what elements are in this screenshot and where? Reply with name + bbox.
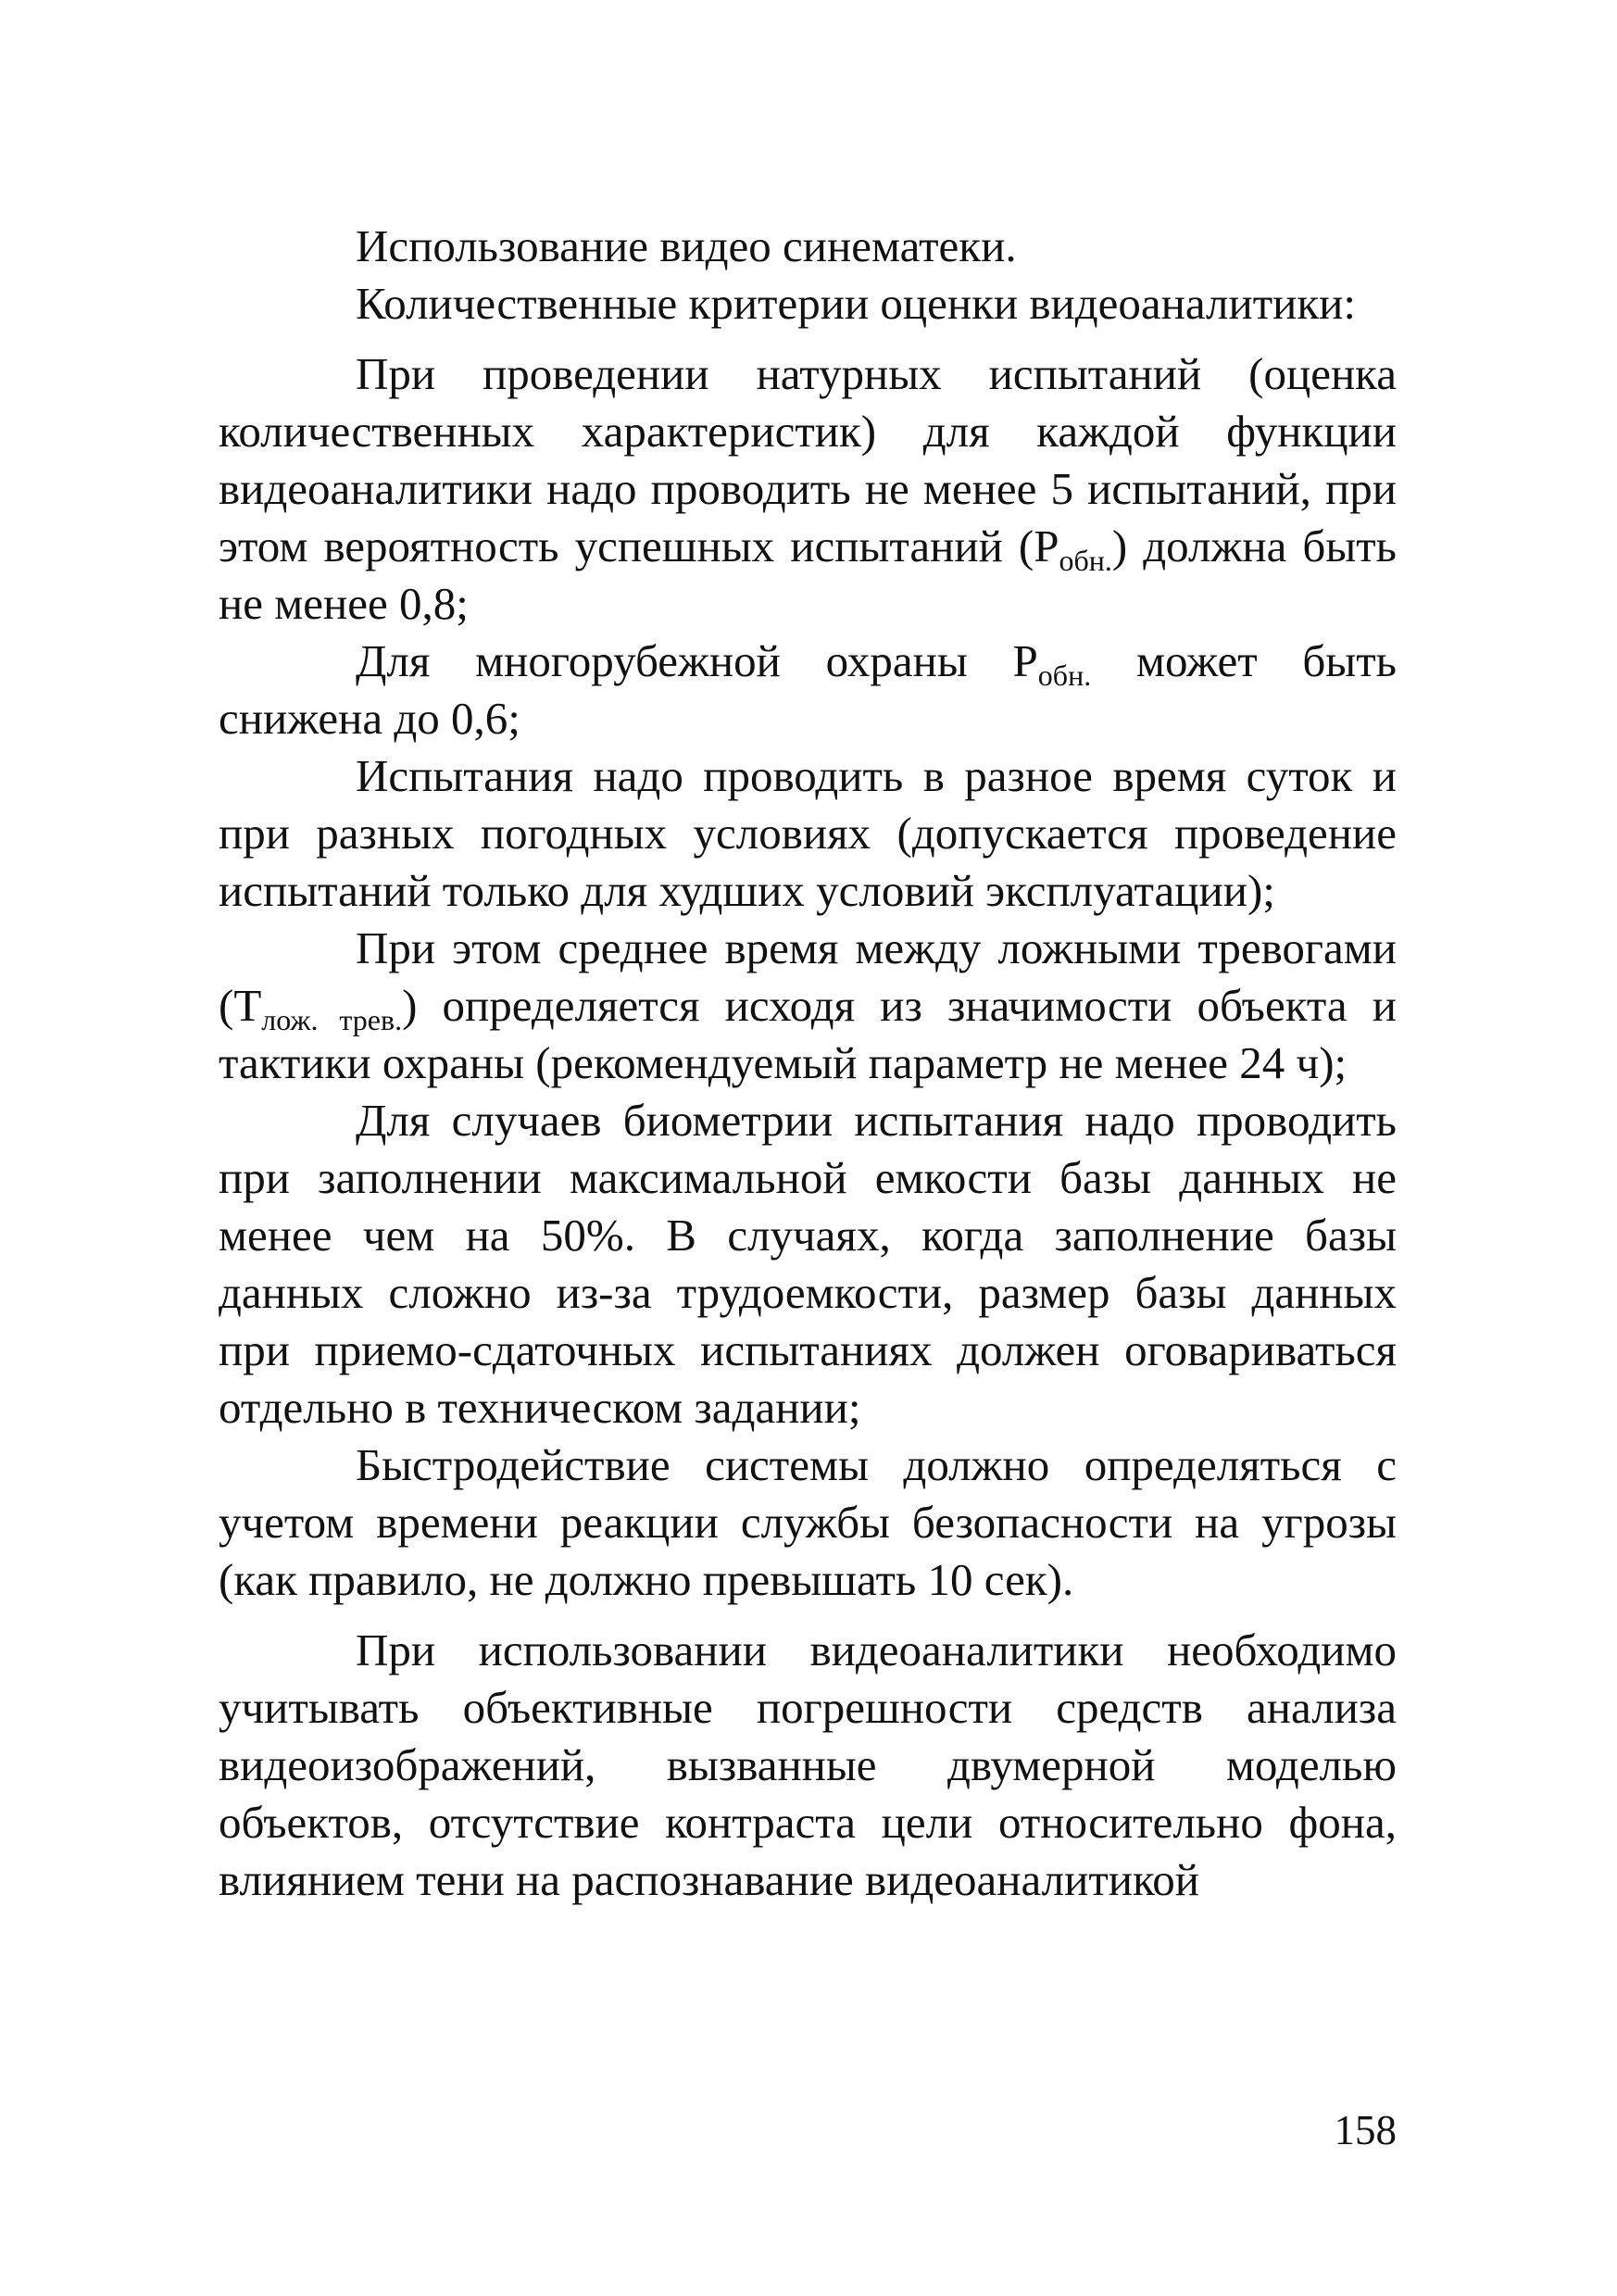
paragraph: Испытания надо проводить в разное время суток и при разных погодных условиях (допускается проведение испытаний только для худших условий эксплуатации);	[219, 750, 1397, 916]
subscript: лож. трев.	[261, 1003, 403, 1036]
page-number: 158	[1334, 2107, 1397, 2153]
page-body	[219, 218, 1397, 1909]
paragraph: Количественные критерии оценки видеоаналитики:	[356, 278, 1357, 329]
paragraph: При проведении натурных испытаний (оценка количественных характеристик) для каждой функции видеоаналитики надо проводить не менее 5 испытаний, при этом вероятность успешных испытаний $(P_{обн.})$ должна быть не менее 0,8;	[219, 348, 1397, 629]
paragraph: При этом среднее время между ложными тревогами $(T_{лож. трев.})$ определяется исходя из значимости объекта и тактики охраны (рекомендуемый параметр не менее 24 ч);	[219, 922, 1398, 1088]
paragraph: Использование видео синематеки.	[356, 220, 1017, 271]
paragraph: Быстродействие системы должно определяться с учетом времени реакции службы безопасности на угрозы (как правило, не должно превышать 10 сек).	[219, 1439, 1397, 1605]
paragraph: Для случаев биометрии испытания надо проводить при заполнении максимальной емкости базы данных не менее чем на 50%. В случаях, когда заполнение базы данных сложно из-за трудоемкости, размер базы данных при приемо-сдаточных испытаниях должен оговариваться отдельно в техническом задании;	[219, 1095, 1397, 1433]
subscript: обн.	[1037, 659, 1092, 692]
subscript: обн.	[1059, 544, 1112, 577]
paragraph: Для многорубежной охраны $P_{обн.}$ может быть снижена до 0,6;	[219, 635, 1397, 744]
paragraph: При использовании видеоаналитики необходимо учитывать объективные погрешности средств анализа видеоизображений, вызванные двумерной моделью объектов, отсутствие контраста цели относительно фона, влиянием тени на распознавание видеоаналитикой	[219, 1625, 1397, 1905]
